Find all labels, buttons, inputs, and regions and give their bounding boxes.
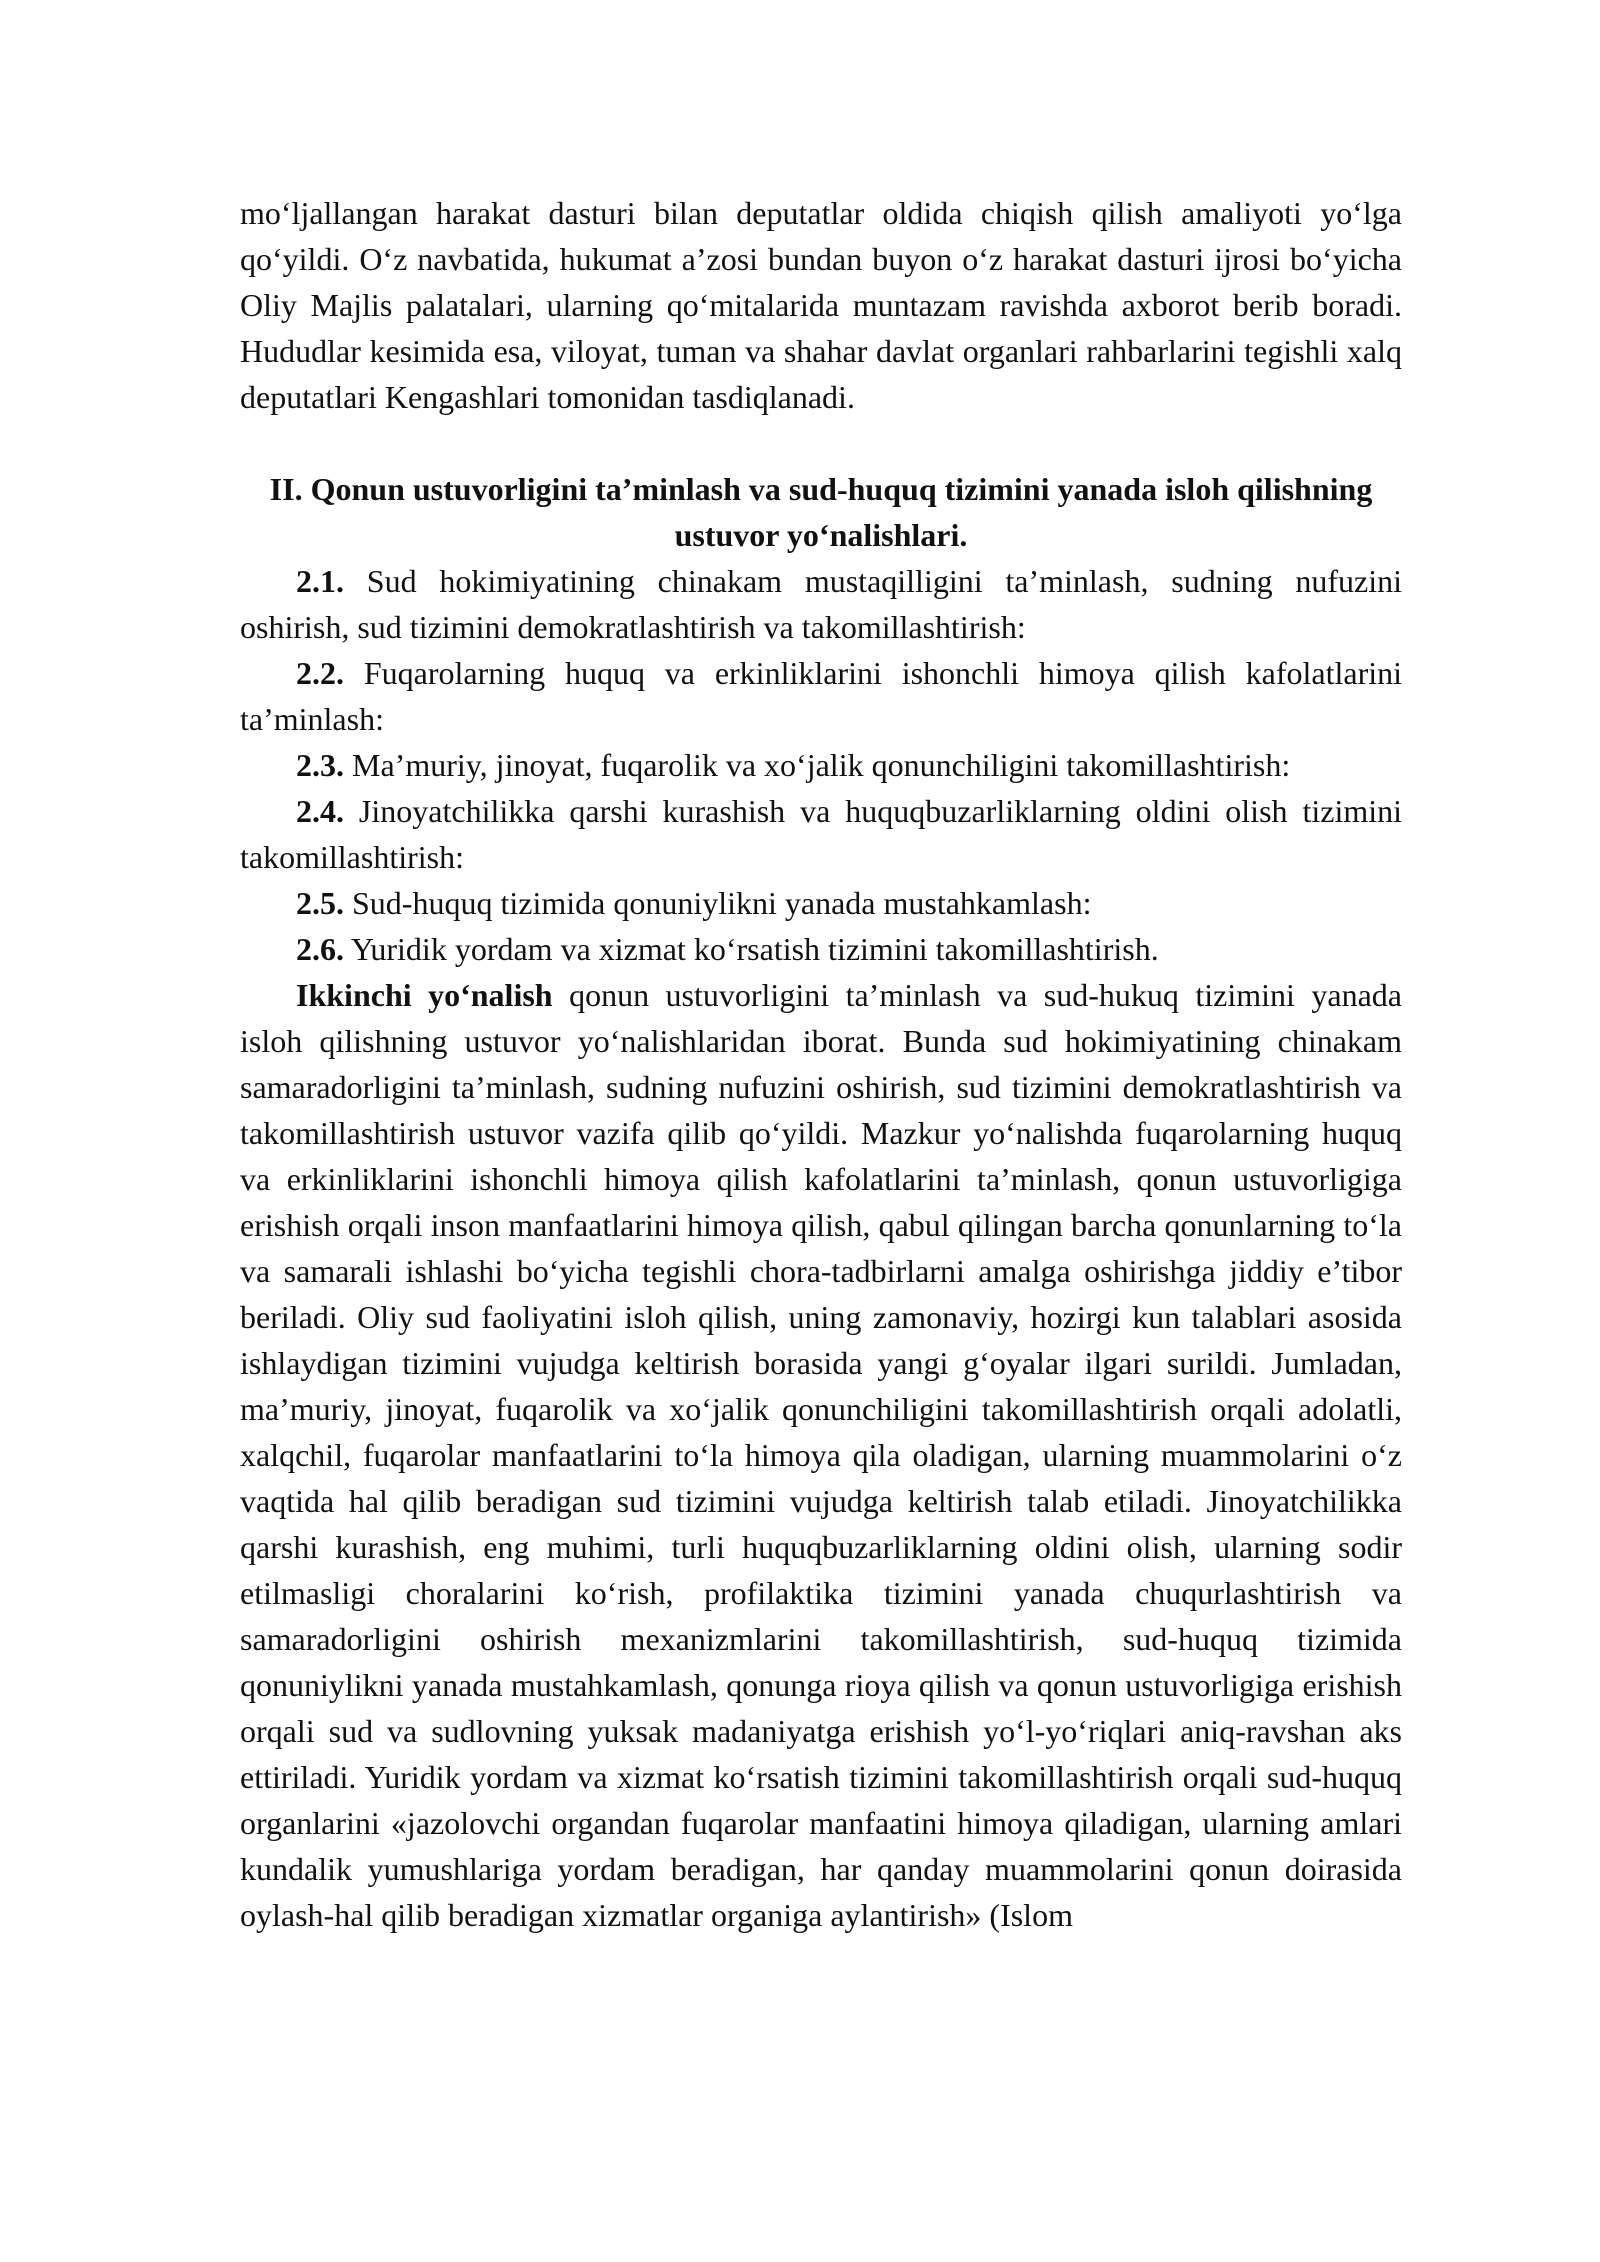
item-number: 2.2. xyxy=(296,655,344,691)
paragraph-body: qonun ustuvorligini ta’minlash va sud-hukuq tizimini yanada isloh qilishning ustuvor yo‘nalishlaridan iborat. Bunda sud hokimiyatining chinakam samaradorligini ta’minlash, sudning nufuzini oshirish, sud tizimini demokratlashtirish va takomillashtirish ustuvor vazifa qilib qo‘yildi. Mazkur yo‘nalishda fuqarolarning huquq va erkinliklarini ishonchli himoya qilish kafolatlarini ta’minlash, qonun ustuvorligiga erishish orqali inson manfaatlarini himoya qilish, qabul qilingan barcha qonunlarning to‘la va samarali ishlashi bo‘yicha tegishli chora-tadbirlarni amalga oshirishga jiddiy e’tibor beriladi. Oliy sud faoliyatini isloh qilish, uning zamonaviy, hozirgi kun talablari asosida ishlaydigan tizimini vujudga keltirish borasida yangi g‘oyalar ilgari surildi. Jumladan, ma’muriy, jinoyat, fuqarolik va xo‘jalik qonunchiligini takomillashtirish orqali adolatli, xalqchil, fuqarolar manfaatlarini to‘la himoya qila oladigan, ularning muammolarini o‘z vaqtida hal qilib beradigan sud tizimini vujudga keltirish talab etiladi. Jinoyatchilikka qarshi kurashish, eng muhimi, turli huquqbuzarliklarning oldini olish, ularning sodir etilmasligi choralarini ko‘rish, profilaktika tizimini yanada chuqurlashtirish va samaradorligini oshirish mexanizmlarini takomillashtirish, sud-huquq tizimida qonuniylikni yanada mustahkamlash, qonunga rioya qilish va qonun ustuvorligiga erishish orqali sud va sudlovning yuksak madaniyatga erishish yo‘l-yo‘riqlari aniq-ravshan aks ettiriladi. Yuridik yordam va xizmat ko‘rsatish tizimini takomillashtirish orqali sud-huquq organlarini «jazolovchi organdan fuqarolar manfaatini himoya qiladigan, ularning amlari kundalik yumushlariga yordam beradigan, har qanday muammolarini qonun doirasida oylash-hal qilib beradigan xizmatlar organiga aylantirish» (Islom xyxy=(240,977,1403,1933)
item-text: Ma’muriy, jinoyat, fuqarolik va xo‘jalik qonunchiligini takomillashtirish: xyxy=(344,747,1291,783)
list-item xyxy=(240,788,1402,880)
list-item xyxy=(240,650,1402,742)
item-text: Jinoyatchilikka qarshi kurashish va huquqbuzarliklarning oldini olish tizimini takomillashtirish: xyxy=(240,793,1402,875)
main-paragraph xyxy=(240,972,1402,1938)
list-item xyxy=(240,558,1402,650)
item-text: Sud hokimiyatining chinakam mustaqilligini ta’minlash, sudning nufuzini oshirish, sud tizimini demokratlashtirish va takomillashtirish: xyxy=(240,563,1402,645)
item-text: Yuridik yordam va xizmat ko‘rsatish tizimini takomillashtirish. xyxy=(344,931,1159,967)
item-number: 2.3. xyxy=(296,747,344,783)
item-text: Fuqarolarning huquq va erkinliklarini ishonchli himoya qilish kafolatlarini ta’minlash: xyxy=(240,655,1402,737)
item-number: 2.4. xyxy=(296,793,344,829)
item-number: 2.1. xyxy=(296,563,344,599)
list-item xyxy=(240,926,1402,972)
intro-paragraph: mo‘ljallangan harakat dasturi bilan deputatlar oldida chiqish qilish amaliyoti yo‘lga qo‘yildi. O‘z navbatida, hukumat a’zosi bundan buyon o‘z harakat dasturi ijrosi bo‘yicha Oliy Majlis palatalari, ularning qo‘mitalarida muntazam ravishda axborot berib boradi. Hududlar kesimida esa, viloyat, tuman va shahar davlat organlari rahbarlarini tegishli xalq deputatlari Kengashlari tomonidan tasdiqlanadi. xyxy=(240,195,1402,415)
item-number: 2.5. xyxy=(296,885,344,921)
list-item xyxy=(240,880,1402,926)
item-text: Sud-huquq tizimida qonuniylikni yanada mustahkamlash: xyxy=(344,885,1092,921)
item-number: 2.6. xyxy=(296,931,344,967)
section-heading: II. Qonun ustuvorligini ta’minlash va sud-huquq tizimini yanada isloh qilishning ustuvor yo‘nalishlari. xyxy=(269,471,1373,553)
document-body xyxy=(240,190,1402,1938)
list-item xyxy=(240,742,1402,788)
paragraph-lead: Ikkinchi yo‘nalish xyxy=(296,977,553,1013)
